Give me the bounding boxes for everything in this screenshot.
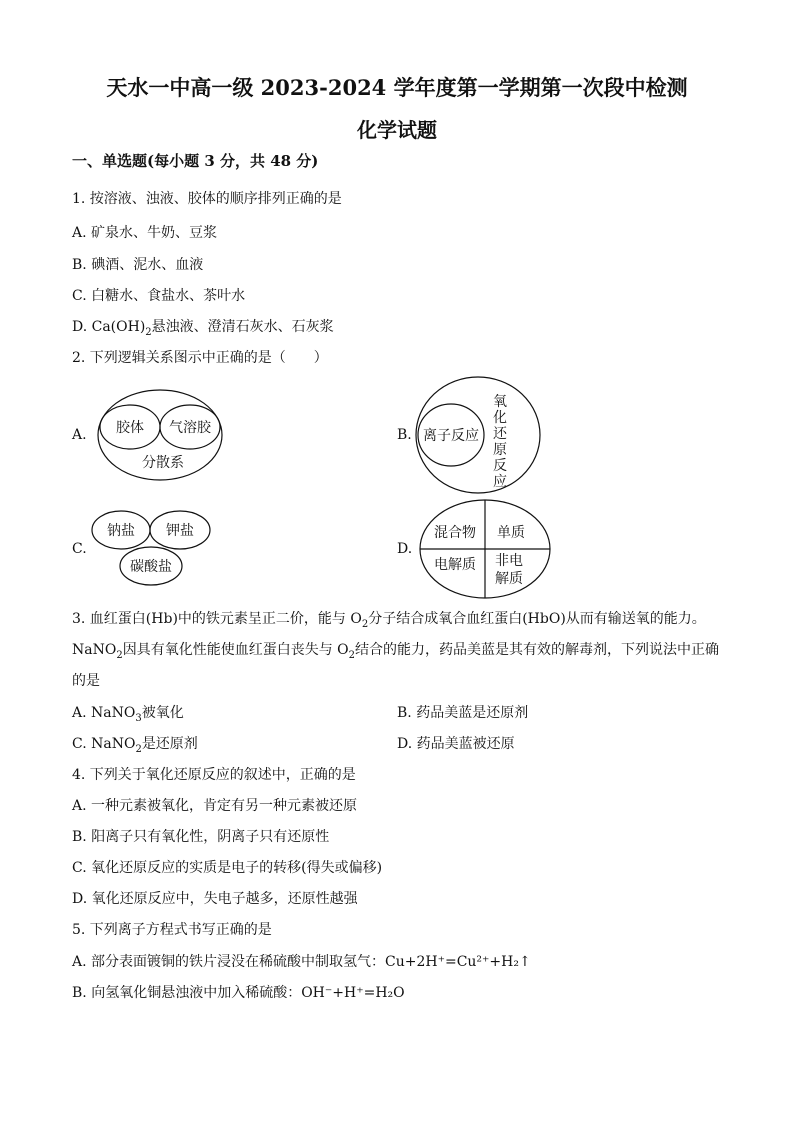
- d-nonelectrolyte-label-2: 解质: [495, 571, 523, 587]
- c-potassium-label: 钾盐: [166, 523, 194, 539]
- q2-option-b-letter: B.: [397, 427, 412, 443]
- exam-title: 天水一中高一级 2023-2024 学年度第一学期第一次段中检测: [106, 75, 688, 100]
- d-electrolyte-label: 电解质: [434, 557, 476, 573]
- a-inner2-label: 气溶胶: [169, 420, 211, 436]
- q3-option-a: A. NaNO$_3$被氧化: [72, 705, 184, 724]
- d-element-label: 单质: [497, 525, 525, 541]
- b-outer-char-4: 原: [493, 442, 507, 458]
- section-heading: 一、单选题(每小题 3 分，共 48 分): [72, 152, 319, 170]
- q4-option-a: A. 一种元素被氧化，肯定有另一种元素被还原: [72, 798, 358, 814]
- c-sodium-label: 钠盐: [107, 523, 135, 539]
- b-inner-label: 离子反应: [423, 428, 479, 444]
- a-inner1-label: 胶体: [116, 420, 144, 436]
- q3-stem-line2: NaNO$_2$因具有氧化性能使血红蛋白丧失与 $O_2$结合的能力，药品美蓝是其有效的解毒剂，下列说法中正确: [72, 642, 720, 661]
- c-carbonate-label: 碳酸盐: [130, 559, 172, 575]
- q2-diagram-d: [417, 497, 553, 601]
- q3-option-d: D. 药品美蓝被还原: [397, 736, 515, 752]
- q2-stem: 2. 下列逻辑关系图示中正确的是（ ）: [72, 350, 328, 366]
- exam-subtitle: 化学试题: [357, 118, 437, 142]
- q2-diagram-c: [90, 508, 215, 590]
- q5-option-a: A. 部分表面镀铜的铁片浸没在稀硫酸中制取氢气：Cu+2H⁺=Cu²⁺+H₂↑: [72, 954, 531, 970]
- q2-option-a-letter: A.: [72, 427, 87, 443]
- q1-stem: 1. 按溶液、浊液、胶体的顺序排列正确的是: [72, 191, 342, 207]
- q1-option-a: A. 矿泉水、牛奶、豆浆: [72, 225, 218, 241]
- b-outer-char-1: 氧: [493, 394, 507, 410]
- b-outer-char-3: 还: [493, 426, 507, 442]
- q4-option-c: C. 氧化还原反应的实质是电子的转移(得失或偏移): [72, 860, 383, 876]
- q1-option-c: C. 白糖水、食盐水、茶叶水: [72, 288, 246, 304]
- q2-option-c-letter: C.: [72, 541, 87, 557]
- b-outer-char-2: 化: [493, 410, 507, 426]
- q5-stem: 5. 下列离子方程式书写正确的是: [72, 922, 272, 938]
- q5-option-b: B. 向氢氧化铜悬浊液中加入稀硫酸：OH⁻+H⁺=H₂O: [72, 985, 405, 1001]
- q4-option-d: D. 氧化还原反应中，失电子越多，还原性越强: [72, 891, 358, 907]
- q1-option-d: D. $Ca(OH)_2$悬浊液、澄清石灰水、石灰浆: [72, 319, 334, 338]
- q3-stem-line1: 3. 血红蛋白(Hb)中的铁元素呈正二价，能与 $O_2$分子结合成氧合血红蛋白(HbO)从而有输送氧的能力。: [72, 611, 706, 630]
- d-mixture-label: 混合物: [434, 525, 476, 541]
- q3-option-c: C. NaNO$_2$是还原剂: [72, 736, 198, 755]
- q3-option-b: B. 药品美蓝是还原剂: [397, 705, 529, 721]
- a-outer-label: 分散系: [142, 455, 184, 471]
- q3-stem-line3: 的是: [72, 673, 100, 689]
- q4-stem: 4. 下列关于氧化还原反应的叙述中，正确的是: [72, 767, 356, 783]
- q2-diagram-a: [90, 383, 230, 483]
- b-outer-char-6: 应: [493, 474, 507, 490]
- q1-option-b: B. 碘酒、泥水、血液: [72, 257, 204, 273]
- d-nonelectrolyte-label-1: 非电: [495, 553, 523, 569]
- q4-option-b: B. 阳离子只有氧化性，阴离子只有还原性: [72, 829, 330, 845]
- b-outer-char-5: 反: [493, 458, 507, 474]
- q2-diagram-b: [412, 374, 542, 496]
- q2-option-d-letter: D.: [397, 541, 413, 557]
